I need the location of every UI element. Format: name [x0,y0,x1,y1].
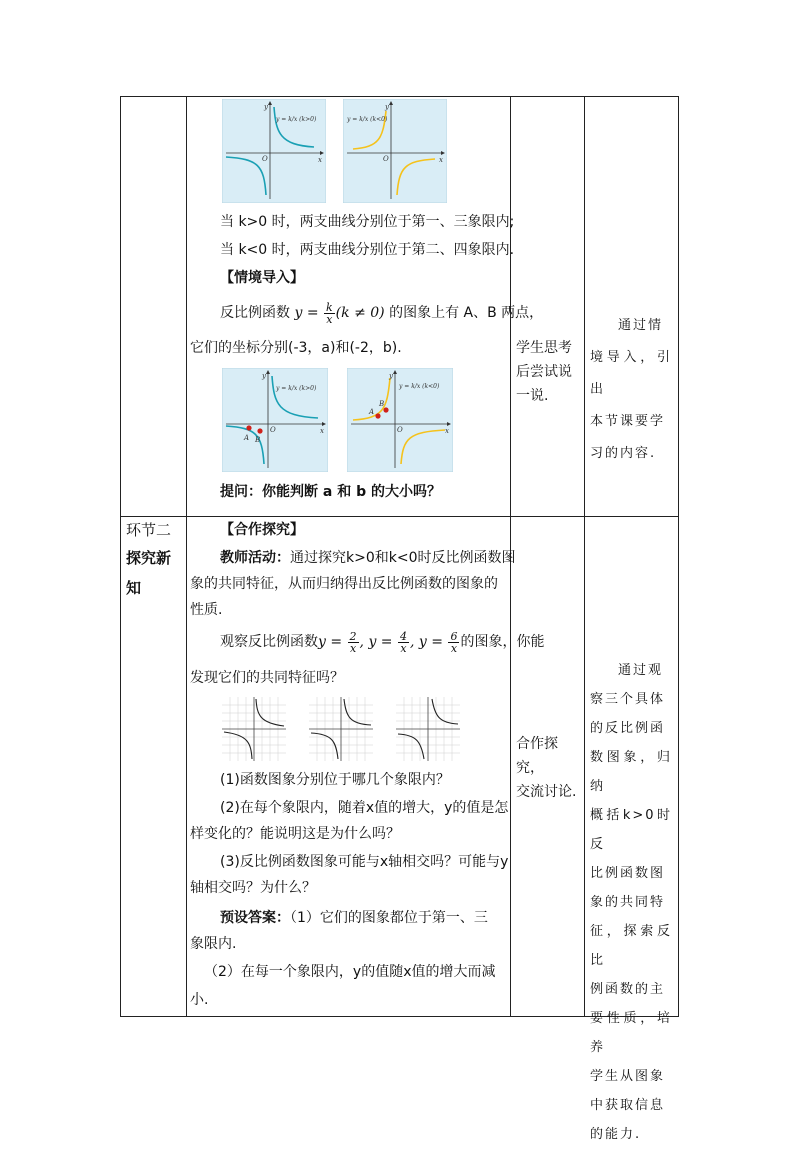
row2-design-intent-line: 察三个具体 [590,692,666,707]
row1-design-intent-line: 本节课要学 [590,414,666,429]
row2-design-intent [590,656,672,1149]
row2-design-intent-line: 通过观 [618,663,664,678]
graph-grid-y-6-over-x [396,697,460,761]
situation-frac-num: k [326,300,333,314]
axis-y-label: y [385,103,389,111]
graph-k-negative [343,99,447,203]
point-b-marker [383,407,388,412]
answer-label: 预设答案： [220,910,290,926]
table-col-border-2 [186,96,187,1017]
observe-text-a: 观察反比例函数 [220,634,318,650]
table-col-border-5 [678,96,679,1017]
situation-heading: 【情境导入】 [220,270,304,286]
axis-y-label: y [389,372,393,380]
point-b-marker [257,428,262,433]
point-b-label: B [255,436,261,444]
situation-fraction [324,302,335,325]
question-text: 提问：你能判断 a 和 b 的大小吗？ [220,484,441,500]
axis-x-label: x [445,427,449,435]
observe-text-line1: 观察反比例函数y = $\frac{2}{x}$ , y = $\frac{4}{x}$ , y = $\frac{6}{x}$ 的图象，你能 [220,629,545,655]
point-a-label: A [244,434,250,442]
stage-label-line2: 探究新 [126,549,172,567]
row1-design-intent-line: 通过情 [618,318,664,333]
graph-equation-label: y = k/x (k>0) [276,116,317,123]
frac-den: x [450,641,458,655]
teacher-text-line1 [220,548,516,568]
row2-student-activity-line: 交流讨论. [516,784,577,800]
quadrant-text-positive: 当 k>0 时，两支曲线分别位于第一、三象限内; [220,214,515,230]
point-a-label: A [369,408,375,416]
row2-design-intent-line: 例函数的主 [590,982,666,997]
row2-design-intent-line: 要性质，培养 [590,1011,672,1055]
answer-line2: 象限内. [190,936,237,952]
question-1: (1)函数图象分别位于哪几个象限内？ [220,772,450,788]
axis-x-label: x [320,427,324,435]
question-3-line2: 轴相交吗？为什么？ [190,880,316,896]
observe-fraction-3 [448,631,459,654]
row1-student-activity-line: 学生思考 [516,340,572,356]
table-top-border [120,96,679,97]
frac-den: x [400,641,407,655]
quadrant-text-negative: 当 k<0 时，两支曲线分别位于第二、四象限内. [220,242,515,258]
stage-label-line3: 知 [126,579,142,597]
row2-student-activity-line: 合作探究， [516,736,558,776]
graph-points-k-positive [222,368,328,472]
graph-grid-y-4-over-x [309,697,373,761]
teacher-label: 教师活动： [220,550,290,566]
observe-fraction-1 [348,631,359,654]
row2-student-activity [516,732,582,804]
teacher-text-line2: 象的共同特征，从而归纳得出反比例函数的图象的 [190,576,498,592]
frac-num: 2 [349,629,357,643]
row2-design-intent-line: 学生从图象 [590,1069,666,1084]
situation-frac-den: x [326,312,333,326]
point-a-marker [246,425,251,430]
observe-fraction-2 [398,631,409,654]
row2-design-intent-line: 征，探索反比 [590,924,672,968]
table-col-border-4 [584,96,585,1017]
row1-student-activity [516,336,582,408]
graph-equation-label: y = k/x (k<0) [347,116,388,123]
question-2-line2: 样变化的？能说明这是为什么吗？ [190,826,400,842]
situation-text-b: 的图象上有 A、B 两点， [384,305,544,321]
graph-points-k-negative [347,368,453,472]
question-2-line1: (2)在每个象限内，随着x值的增大，y的值是怎 [220,800,509,816]
teacher-text-1: 通过探究k>0和k<0时反比例函数图 [290,550,516,566]
axis-x-label: x [439,156,443,164]
row2-design-intent-line: 的能力. [590,1127,642,1142]
origin-label: O [270,426,276,434]
table-row-divider [120,516,679,517]
row1-design-intent-line: 习的内容. [590,446,657,461]
axis-x-label: x [318,156,322,164]
graph-equation-label: y = k/x (k<0) [399,383,440,390]
observe-text-b: 的图象，你能 [460,634,545,650]
situation-eq-lhs: y = [294,305,323,321]
situation-eq-cond: (k ≠ 0) [335,305,385,321]
coop-heading: 【合作探究】 [220,522,304,538]
row2-design-intent-line: 比例函数图 [590,866,666,881]
row2-design-intent-line: 中获取信息 [590,1098,666,1113]
question-3-line1: (3)反比例函数图象可能与x轴相交吗？可能与y [220,854,509,870]
teacher-text-line3: 性质. [190,602,223,618]
answer-line3: （2）在每一个象限内，y的值随x值的增大而减 [204,964,496,980]
origin-label: O [383,155,389,163]
row1-student-activity-line: 一说. [516,388,549,404]
frac-num: 6 [450,629,458,643]
graph-equation-label: y = k/x (k>0) [276,385,317,392]
graph-grid-y-2-over-x [222,697,286,761]
row2-design-intent-line: 概括k>0时反 [590,808,672,852]
origin-label: O [262,155,268,163]
answer-1a: （1）它们的图象都位于第一、三 [290,910,488,926]
origin-label: O [397,426,403,434]
row2-design-intent-line: 象的共同特 [590,895,666,910]
stage-label-line1: 环节二 [126,521,172,539]
graph-k-positive [222,99,326,203]
observe-text-line2: 发现它们的共同特征吗？ [190,670,344,686]
situation-text-a: 反比例函数 [220,305,295,321]
axis-y-label: y [264,103,268,111]
point-b-label: B [379,400,385,408]
answer-line4: 小. [190,992,209,1008]
row1-student-activity-line: 后尝试说 [516,364,572,380]
axis-y-label: y [262,372,266,380]
point-a-marker [375,413,380,418]
situation-text-line1 [220,300,543,326]
frac-num: 4 [400,629,407,643]
row2-design-intent-line: 的反比例函 [590,721,666,736]
row1-design-intent-line: 境导入，引出 [590,350,672,397]
row2-design-intent-line: 数图象，归纳 [590,750,672,794]
situation-text-line2: 它们的坐标分别(-3，a)和(-2，b). [190,340,402,356]
row1-design-intent [590,310,672,470]
frac-den: x [349,641,357,655]
answer-line1 [220,908,488,928]
table-col-border-1 [120,96,121,1017]
